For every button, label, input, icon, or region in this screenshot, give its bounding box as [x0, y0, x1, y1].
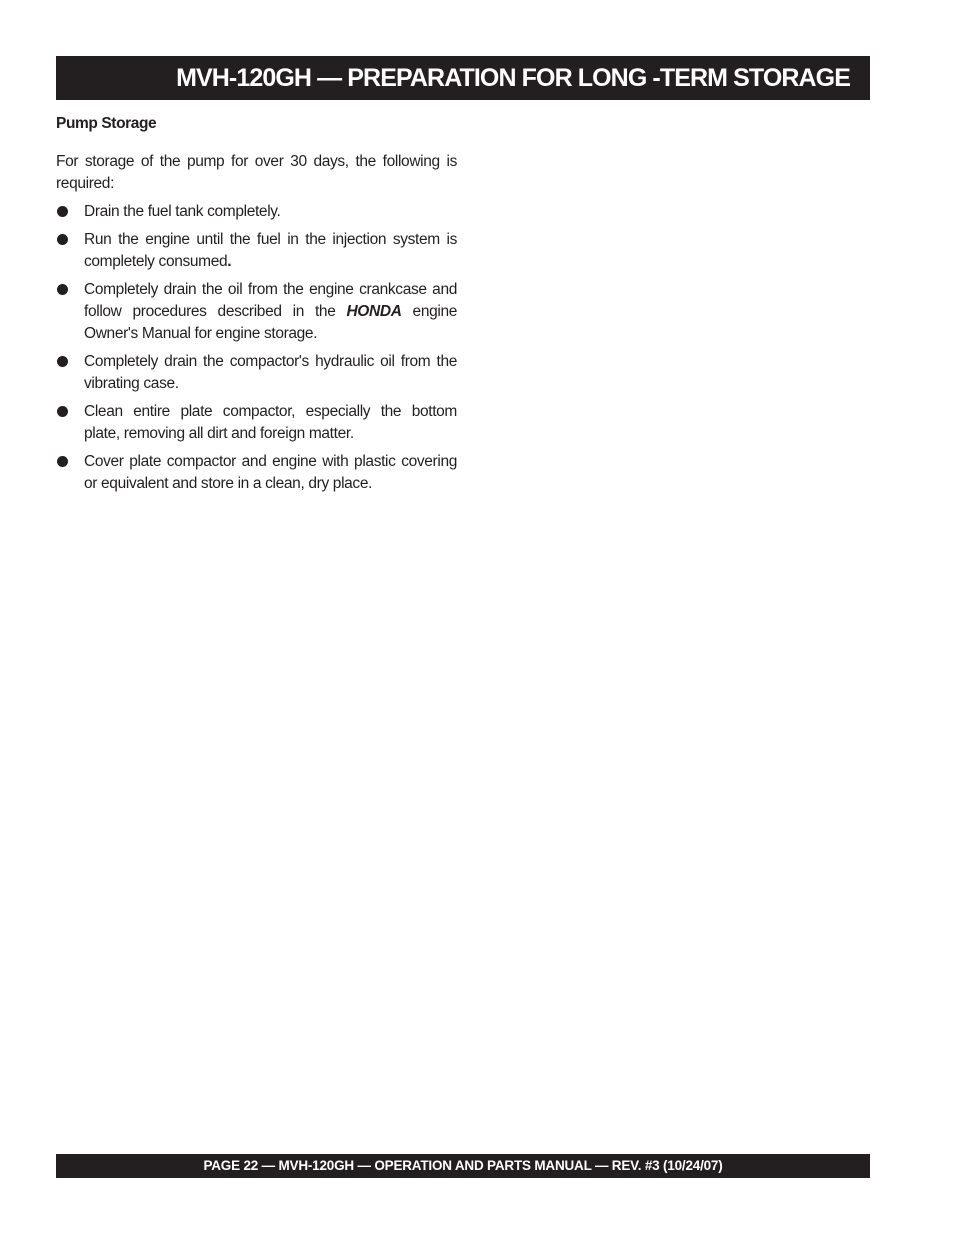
list-item-text: Completely drain the compactor's hydraulic oil from the vibrating case. — [84, 353, 457, 392]
list-item — [56, 279, 457, 345]
list-item-text: Clean entire plate compactor, especially the bottom plate, removing all dirt and foreign matter. — [84, 403, 457, 442]
bullet-icon — [57, 284, 68, 295]
list-item-text: Completely drain the oil from the engine crankcase and follow procedures described in the — [84, 281, 457, 320]
bullet-icon — [57, 206, 68, 217]
list-item-period: . — [227, 253, 232, 270]
bullet-icon — [57, 406, 68, 417]
bullet-icon — [57, 356, 68, 367]
list-item-text: Drain the fuel tank completely. — [84, 203, 281, 220]
bullet-icon — [57, 234, 68, 245]
list-item — [56, 401, 457, 445]
page-title: MVH-120GH — PREPARATION FOR LONG -TERM STORAGE — [176, 64, 850, 92]
list-item-text: Cover plate compactor and engine with plastic covering or equivalent and store in a clean, dry place. — [84, 453, 457, 492]
list-item — [56, 201, 457, 223]
list-item — [56, 351, 457, 395]
intro-paragraph: For storage of the pump for over 30 days, the following is required: — [56, 153, 457, 192]
list-item — [56, 229, 457, 273]
section-heading: Pump Storage — [56, 115, 157, 132]
page-header-bar — [56, 56, 870, 100]
page-footer: PAGE 22 — MVH-120GH — OPERATION AND PARTS MANUAL — REV. #3 (10/24/07) — [56, 1154, 870, 1178]
list-item-text: Run the engine until the fuel in the injection system is completely consumed — [84, 231, 457, 270]
bullet-icon — [57, 456, 68, 467]
list-item — [56, 451, 457, 495]
storage-steps-list — [56, 201, 457, 501]
brand-name: HONDA — [346, 303, 402, 320]
list-item-text-continued: engine Owner's Manual for engine storage. — [84, 303, 458, 342]
